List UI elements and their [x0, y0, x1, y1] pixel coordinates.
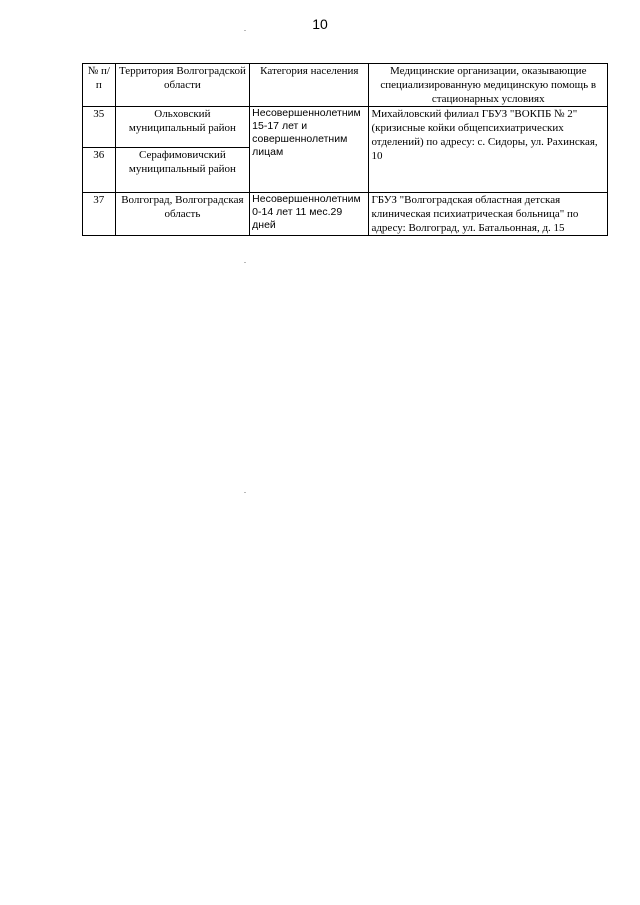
page-number: 10 — [312, 16, 328, 32]
table-header-row — [83, 64, 608, 107]
table-row — [83, 193, 608, 236]
row-num: 37 — [83, 193, 116, 236]
row-organization: ГБУЗ "Волгоградская областная детская клиническая психиатрическая больница" по адресу: Волгоград, ул. Батальонная, д. 15 — [369, 193, 608, 236]
header-num: № п/п — [83, 64, 116, 107]
row-territory: Волгоград, Волгоградская область — [115, 193, 250, 236]
row-organization: Михайловский филиал ГБУЗ "ВОКПБ № 2" (кризисные койки общепсихиатрических отделений) по адресу: с. Сидоры, ул. Рахинская, 10 — [369, 107, 608, 193]
row-category: Несовершеннолетним 15-17 лет и совершеннолетним лицам — [250, 107, 369, 193]
medical-organizations-table — [82, 63, 608, 236]
header-territory: Территория Волгоградской области — [115, 64, 250, 107]
scan-speck — [244, 30, 246, 31]
row-num: 36 — [83, 148, 116, 193]
header-category: Категория населения — [250, 64, 369, 107]
row-territory: Серафимовичский муниципальный район — [115, 148, 250, 193]
scan-speck — [244, 492, 246, 493]
scan-speck — [244, 262, 246, 263]
row-category: Несовершеннолетним 0-14 лет 11 мес.29 дней — [250, 193, 369, 236]
row-num: 35 — [83, 107, 116, 148]
row-territory: Ольховский муниципальный район — [115, 107, 250, 148]
table-row — [83, 107, 608, 148]
header-organizations: Медицинские организации, оказывающие специализированную медицинскую помощь в стационарных условиях — [369, 64, 608, 107]
